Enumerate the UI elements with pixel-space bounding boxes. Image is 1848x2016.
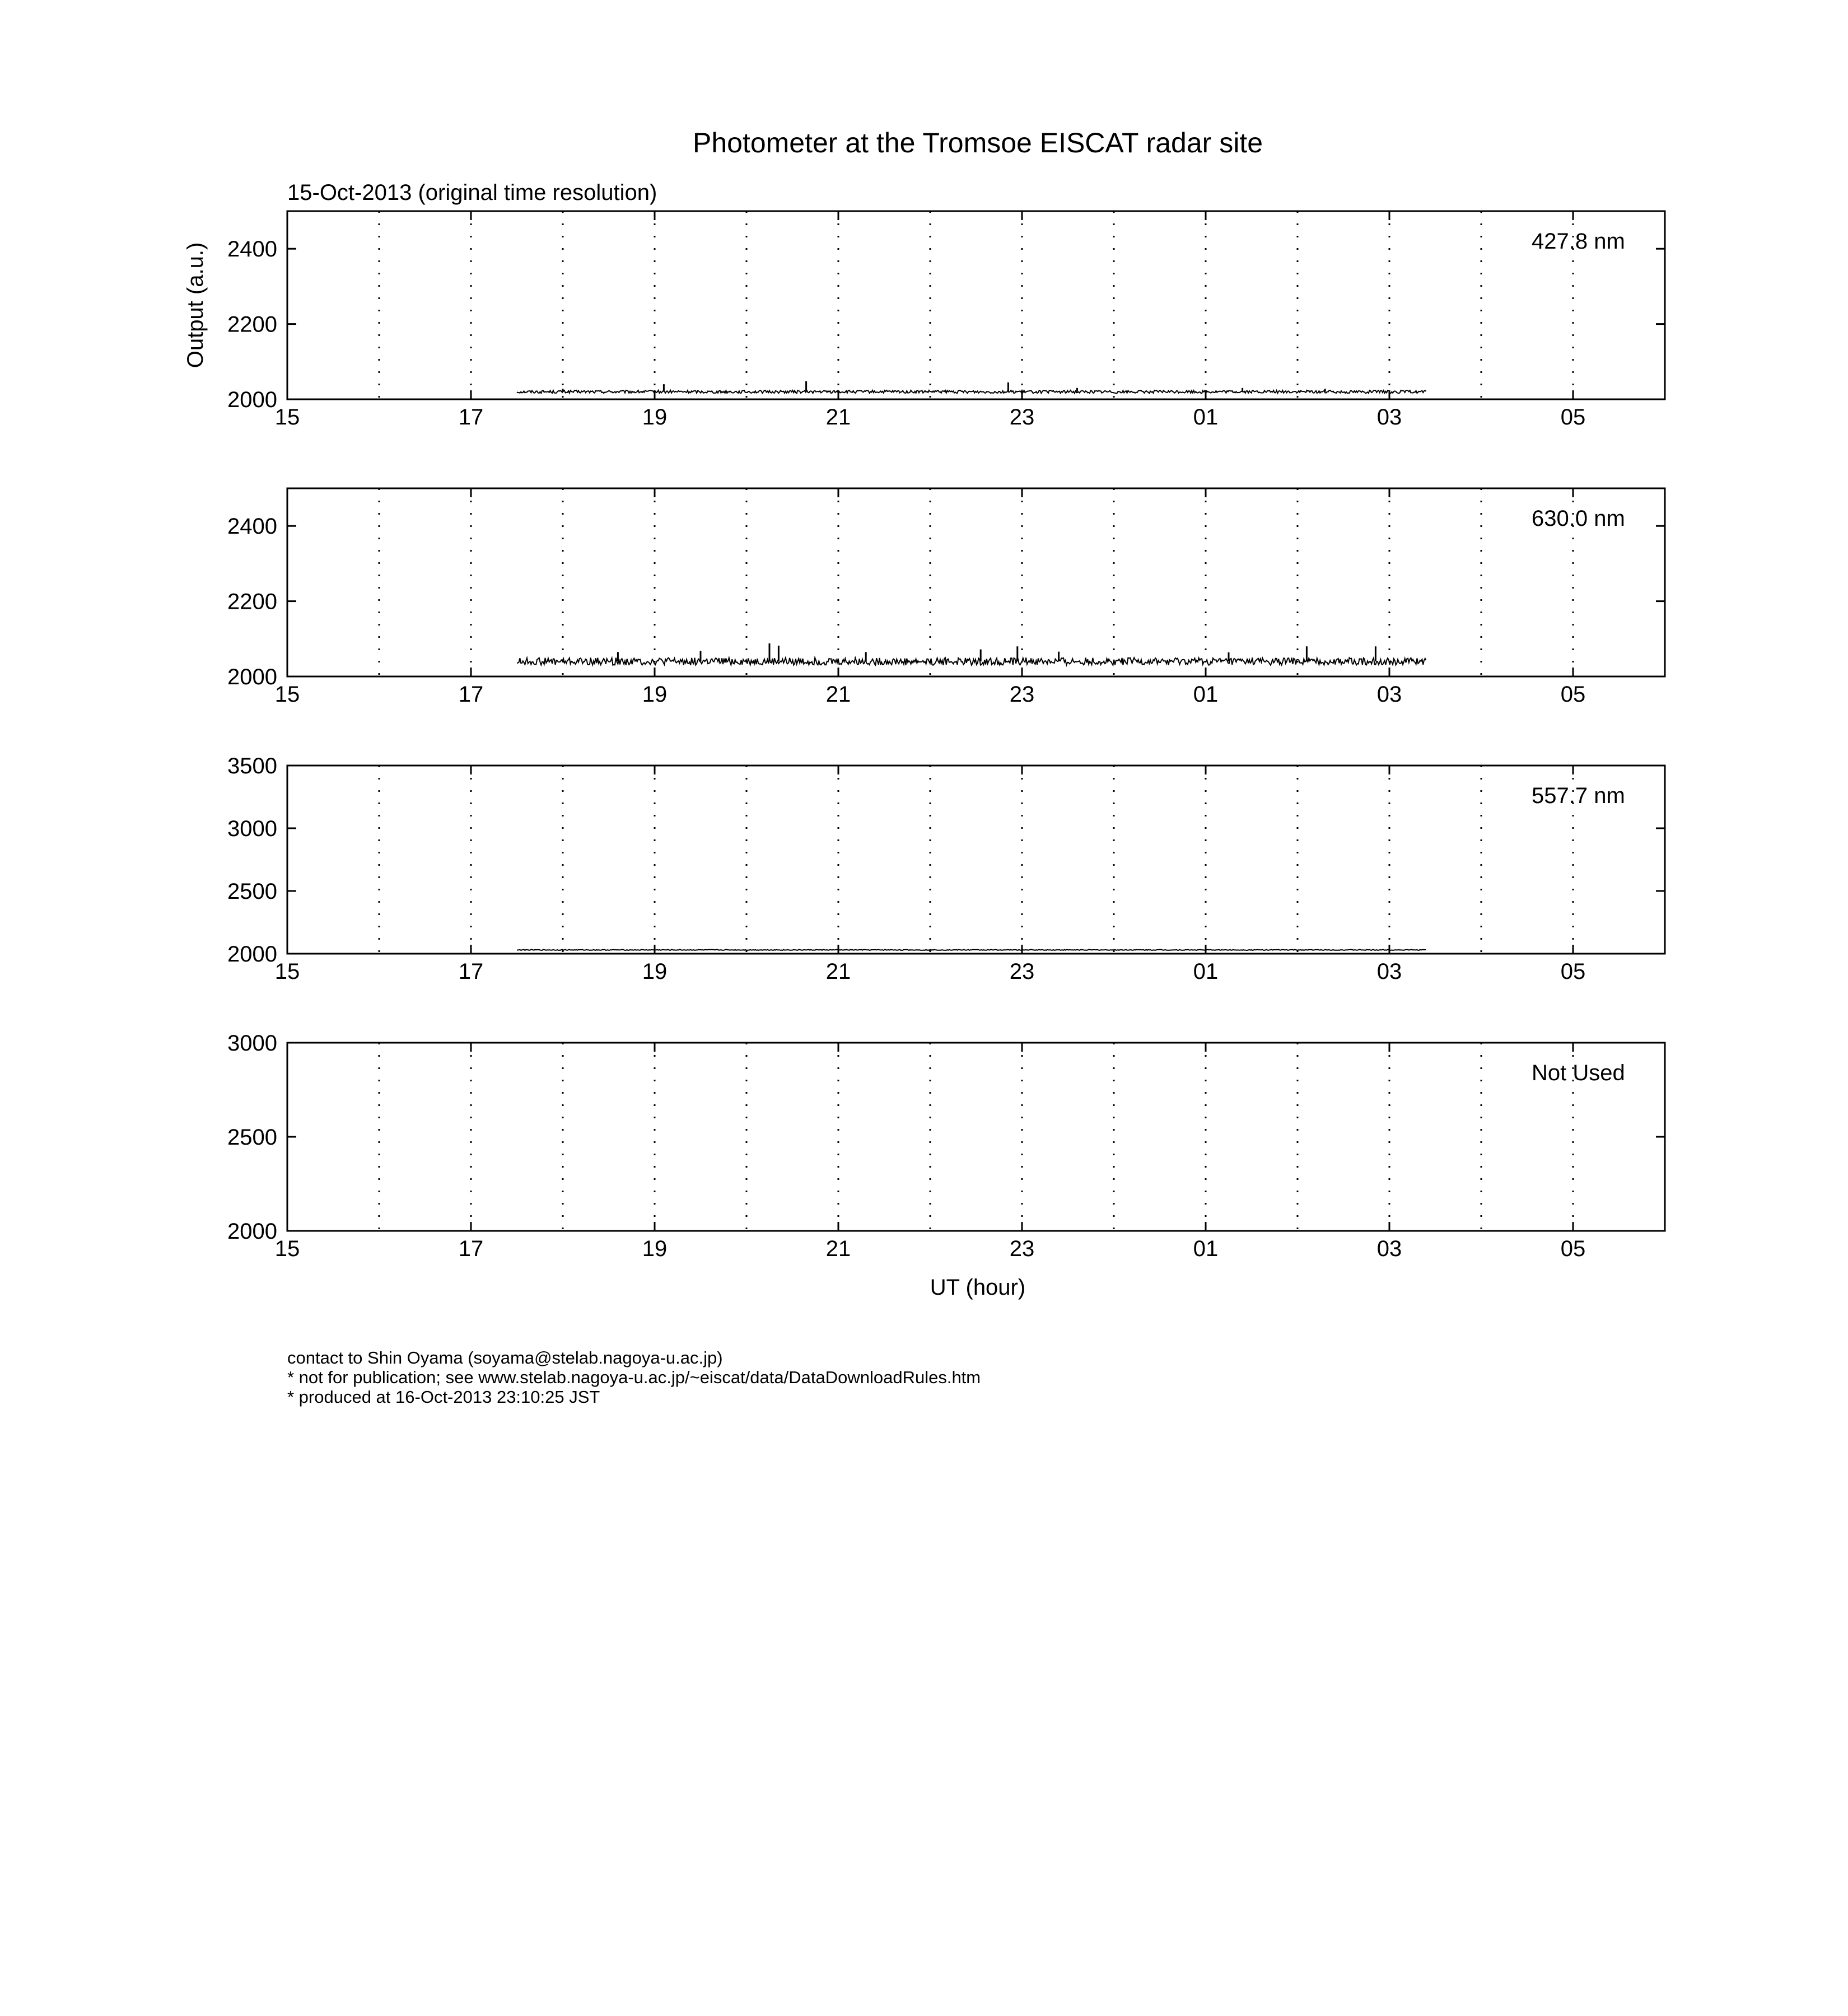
x-tick-label: 23: [1009, 405, 1035, 430]
x-tick-label: 23: [1009, 1236, 1035, 1261]
y-tick-label: 2200: [227, 589, 277, 614]
plot-frame: [287, 766, 1665, 954]
panel-4: [227, 1031, 1665, 1261]
x-tick-label: 19: [642, 405, 668, 430]
plot-frame: [287, 211, 1665, 399]
x-tick-label: 05: [1560, 1236, 1586, 1261]
channel-label: 557.7 nm: [1532, 783, 1625, 808]
data-series-line: [517, 390, 1426, 393]
plot-frame: [287, 1043, 1665, 1231]
x-tick-label: 17: [458, 405, 484, 430]
x-tick-label: 21: [825, 959, 851, 984]
x-tick-label: 01: [1193, 682, 1219, 707]
x-tick-label: 15: [274, 405, 300, 430]
x-axis-label: UT (hour): [930, 1275, 1026, 1300]
channel-label: Not Used: [1532, 1061, 1625, 1085]
y-tick-label: 2200: [227, 312, 277, 337]
x-tick-label: 03: [1376, 1236, 1402, 1261]
y-tick-label: 2500: [227, 1125, 277, 1150]
y-tick-label: 2000: [227, 1219, 277, 1244]
x-tick-label: 17: [458, 682, 484, 707]
panel-1: [227, 211, 1665, 430]
footer-produced: * produced at 16-Oct-2013 23:10:25 JST: [287, 1387, 600, 1407]
x-tick-label: 21: [825, 1236, 851, 1261]
y-tick-label: 2000: [227, 665, 277, 689]
x-tick-label: 01: [1193, 959, 1219, 984]
y-tick-label: 2000: [227, 388, 277, 412]
y-tick-label: 3500: [227, 754, 277, 778]
footer-notice: * not for publication; see www.stelab.nagoya-u.ac.jp/~eiscat/data/DataDownloadRules.htm: [287, 1368, 981, 1387]
chart-title: Photometer at the Tromsoe EISCAT radar site: [692, 127, 1263, 158]
chart-subtitle: 15-Oct-2013 (original time resolution): [287, 180, 657, 205]
x-tick-label: 19: [642, 682, 668, 707]
y-tick-label: 2400: [227, 514, 277, 539]
footer-contact: contact to Shin Oyama (soyama@stelab.nagoya-u.ac.jp): [287, 1348, 723, 1368]
plot-frame: [287, 488, 1665, 676]
x-tick-label: 05: [1560, 682, 1586, 707]
x-tick-label: 05: [1560, 959, 1586, 984]
channel-label: 630.0 nm: [1532, 506, 1625, 531]
x-tick-label: 19: [642, 1236, 668, 1261]
y-tick-label: 3000: [227, 816, 277, 841]
y-tick-label: 3000: [227, 1031, 277, 1056]
x-tick-label: 03: [1376, 405, 1402, 430]
y-tick-label: 2000: [227, 942, 277, 967]
panels: [227, 211, 1665, 1261]
x-tick-label: 23: [1009, 959, 1035, 984]
panel-3: [227, 754, 1665, 984]
y-tick-label: 2400: [227, 237, 277, 262]
x-tick-label: 17: [458, 1236, 484, 1261]
channel-label: 427.8 nm: [1532, 229, 1625, 254]
x-tick-label: 03: [1376, 682, 1402, 707]
x-tick-label: 01: [1193, 1236, 1219, 1261]
y-axis-label: Output (a.u.): [183, 242, 208, 368]
x-tick-label: 03: [1376, 959, 1402, 984]
x-tick-label: 21: [825, 682, 851, 707]
x-tick-label: 01: [1193, 405, 1219, 430]
x-tick-label: 21: [825, 405, 851, 430]
y-tick-label: 2500: [227, 879, 277, 904]
data-series-line: [517, 657, 1426, 665]
x-tick-label: 15: [274, 959, 300, 984]
x-tick-label: 05: [1560, 405, 1586, 430]
x-tick-label: 15: [274, 682, 300, 707]
footer: [287, 1348, 981, 1407]
x-tick-label: 17: [458, 959, 484, 984]
x-tick-label: 15: [274, 1236, 300, 1261]
x-tick-label: 23: [1009, 682, 1035, 707]
x-tick-label: 19: [642, 959, 668, 984]
panel-2: [227, 488, 1665, 707]
